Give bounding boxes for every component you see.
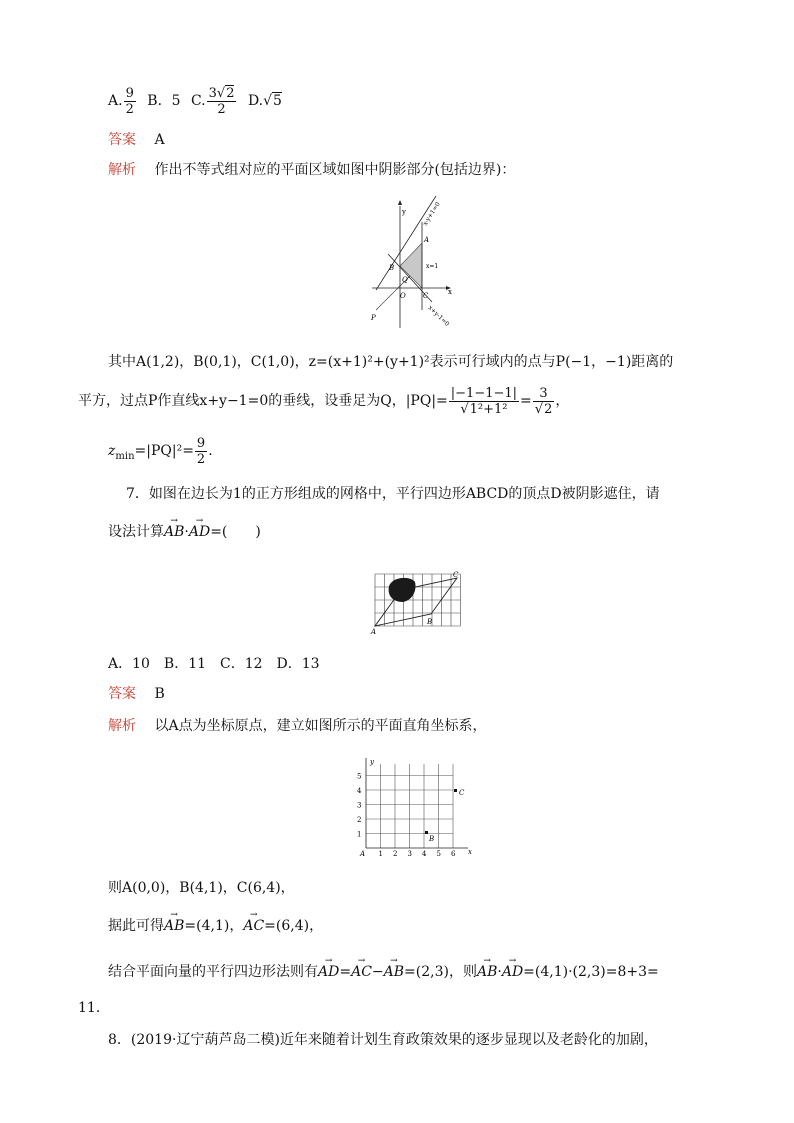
coord-grid-lines	[366, 764, 453, 848]
combine-dot: ·	[497, 964, 502, 980]
coord-y-tick: 3	[357, 801, 362, 810]
q7-then-text: 则A(0,0)，B(4,1)，C(6,4)，	[108, 880, 295, 896]
q8-line-text: 8．(2019·辽宁葫芦岛二模)近年来随着计划生育政策效果的逐步显现以及老龄化的加剧，	[108, 1032, 658, 1048]
fig-label-o: O	[400, 292, 406, 300]
q7-line1	[126, 484, 660, 504]
q8-line	[108, 1030, 658, 1050]
coord-label-c: C	[459, 789, 465, 797]
coord-y-tick: 5	[357, 772, 362, 781]
analysis-label: 解析	[108, 718, 136, 734]
combine-vec-ad2: → AD	[502, 962, 523, 982]
coord-label-b: B	[429, 835, 435, 843]
grid-label-b: B	[427, 618, 433, 626]
q6-options: A. $\frac{9}{2}$ B．5 C. $\frac{3√2}{2}$ D.√5	[108, 85, 282, 117]
analysis-label: 解析	[108, 162, 136, 178]
option-d-label: D.	[247, 93, 264, 109]
combine-vec-ab: → AB	[384, 962, 404, 982]
coord-x-tick: 1	[378, 850, 383, 858]
coord-x-tick: 3	[407, 850, 412, 858]
q7-result-text: 11.	[78, 1000, 101, 1016]
q7-line1-text: 7．如图在边长为1的正方形组成的网格中，平行四边形ABCD的顶点D被阴影遮住，请	[126, 486, 660, 502]
zmin-line	[108, 434, 213, 474]
q7-then	[108, 878, 295, 898]
coord-label-y: y	[370, 758, 374, 766]
fig-label-y: y	[402, 208, 406, 216]
q7-line2-pre: 设法计算	[108, 524, 164, 540]
fig-label-line2: x=1	[426, 263, 439, 270]
thus-pre: 据此可得	[108, 918, 164, 934]
coord-label-origin: A	[360, 850, 366, 858]
zmin-fraction: $\frac{9}{2}$	[196, 435, 206, 467]
combine-pre: 结合平面向量的平行四边形法则有	[108, 964, 318, 980]
q7-dot: ·	[184, 524, 189, 540]
answer-value: B	[154, 686, 165, 702]
zmin-end: .	[208, 443, 213, 459]
q7-analysis	[108, 716, 487, 736]
zmin-z: z	[108, 443, 116, 459]
option-c-label: C.	[190, 93, 206, 109]
thus-vec-ac: → AC	[243, 916, 264, 936]
q6-line1-text: 其中A(1,2)，B(0,1)，C(1,0)，z=(x+1)²+(y+1)²表示可行域内的点与P(−1，−1)距离的	[108, 354, 674, 370]
combine-mid: =(2,3)，则	[404, 964, 477, 980]
q6-analysis	[108, 160, 515, 180]
q7-options-text: A．10 B．11 C．12 D．13	[108, 656, 320, 672]
thus-vec-ab: → AB	[164, 916, 184, 936]
coord-y-tick: 4	[357, 787, 362, 795]
thus-mid: =(4,1)，	[184, 918, 244, 934]
point-c	[454, 789, 457, 792]
fig-label-line3: x+y-1=0	[426, 304, 451, 328]
vec-ad: → AD	[189, 522, 210, 542]
vec-ab: → AB	[164, 522, 184, 542]
analysis-text: 以A点为坐标原点，建立如图所示的平面直角坐标系，	[154, 718, 487, 734]
q7-combine	[108, 962, 659, 982]
fig-label-c: C	[423, 292, 429, 300]
pq-fraction-2: $\frac{3}{√2}$	[534, 385, 553, 417]
combine-vec-ab2: → AB	[477, 962, 497, 982]
combine-eq: =	[339, 964, 352, 980]
combine-vec-ad: → AD	[318, 962, 339, 982]
q6-line2	[78, 384, 569, 418]
coord-x-tick: 5	[436, 850, 441, 858]
q7-line2-post: =( )	[210, 524, 261, 540]
coord-label-x: x	[468, 848, 472, 856]
fig-label-x: x	[448, 288, 452, 296]
fig-label-a: A	[424, 236, 430, 244]
coord-x-tick: 6	[451, 850, 456, 858]
option-c-fraction: $\frac{3√2}{2}$	[208, 85, 235, 117]
grid-lines	[375, 574, 461, 626]
fig-label-line1: x-y+1=0	[421, 200, 442, 228]
fig-label-b: B	[389, 264, 395, 272]
grid-label-c: C	[453, 571, 459, 579]
pq-fraction: $\frac{|-1-1-1|}{\text{√1²+1²}}$	[450, 385, 518, 417]
q6-line1	[108, 352, 673, 372]
q7-options	[108, 654, 320, 674]
option-a-fraction: $\frac{9}{2}$	[125, 85, 134, 117]
q6-line2-post: ，	[555, 393, 570, 409]
combine-end: =(4,1)·(2,3)=8+3=	[523, 964, 659, 980]
ink-blot	[389, 578, 416, 602]
feasible-region-figure	[362, 192, 462, 332]
coordinate-grid-figure	[354, 754, 476, 862]
combine-minus: −	[371, 964, 384, 980]
coord-y-tick: 1	[357, 830, 362, 839]
q7-thus	[108, 916, 323, 936]
option-b: B．5	[147, 93, 181, 109]
zmin-mid: =|PQ|²=	[134, 443, 194, 459]
pq-eq: =	[520, 393, 532, 409]
answer-value: A	[154, 132, 165, 148]
q6-answer	[108, 130, 165, 150]
parallelogram-grid-figure	[369, 568, 465, 636]
q7-line2	[108, 522, 261, 542]
fig-label-p: P	[371, 314, 376, 322]
thus-end: =(6,4)，	[264, 918, 324, 934]
coord-y-tick: 2	[357, 816, 362, 824]
fig-label-q: Q	[402, 276, 408, 284]
q6-line2-pre: 平方，过点P作直线x+y−1=0的垂线，设垂足为Q，|PQ|=	[78, 393, 448, 409]
point-b	[425, 831, 428, 834]
analysis-text: 作出不等式组对应的平面区域如图中阴影部分(包括边界)：	[154, 162, 516, 178]
grid-label-a: A	[371, 628, 377, 636]
answer-label: 答案	[108, 132, 136, 148]
answer-label: 答案	[108, 686, 136, 702]
option-a-label: A.	[108, 93, 123, 109]
option-d-value: 5	[273, 93, 282, 109]
parallelogram-abcd	[375, 578, 457, 626]
zmin-sub: min	[115, 450, 135, 462]
coord-x-tick: 2	[393, 850, 398, 858]
q7-result	[78, 998, 100, 1018]
combine-vec-ac: → AC	[351, 962, 372, 982]
coord-x-tick: 4	[422, 850, 427, 858]
q7-answer	[108, 684, 165, 704]
